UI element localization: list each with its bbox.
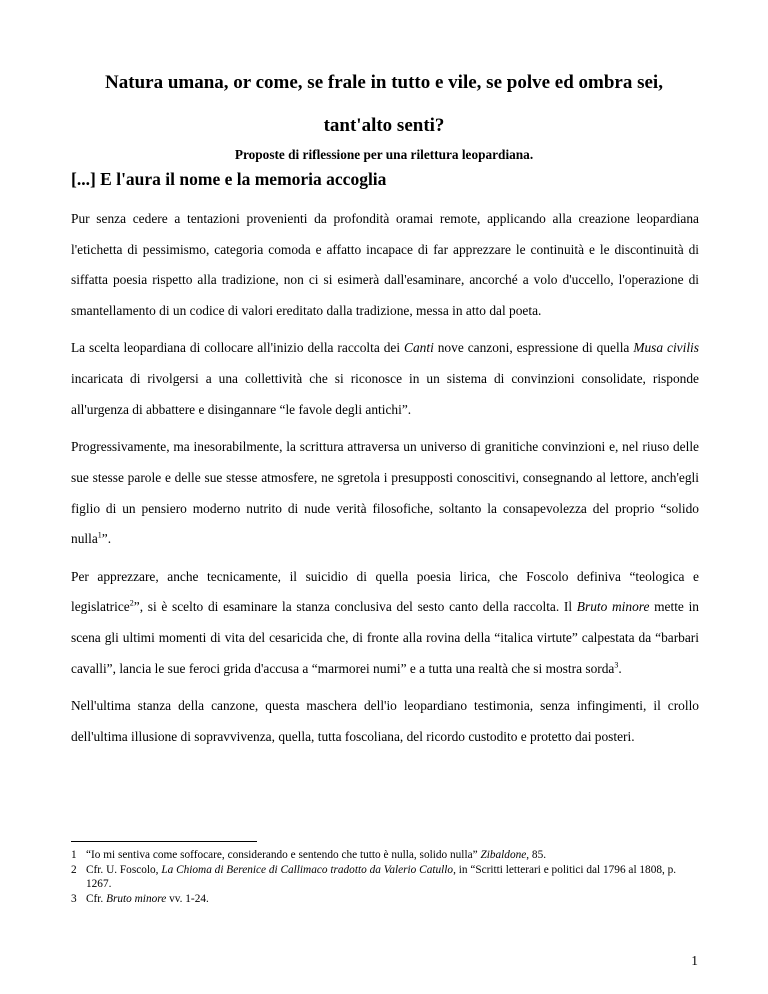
chioma-di-berenice-title: La Chioma di Berenice di Callimaco tradotto da Valerio Catullo <box>161 863 454 876</box>
footnote-separator <box>71 841 257 842</box>
paragraph-4-text-a: Per apprezzare, anche tecnicamente, il suicidio di quella poesia lirica, che Foscolo definiva “teologica e legislatrice <box>71 568 699 615</box>
footnote-1 <box>71 848 681 863</box>
paragraph-4 <box>71 562 699 685</box>
bruto-minore-title: Bruto minore <box>106 893 167 906</box>
document-title-line-1: Natura umana, or come, se frale in tutto e vile, se polve ed ombra sei, <box>105 72 663 93</box>
body-text <box>71 204 699 759</box>
zibaldone-title: Zibaldone <box>480 849 527 861</box>
footnote-ref-3[interactable]: 3 <box>614 660 619 670</box>
paragraph-1: Pur senza cedere a tentazioni provenienti da profondità oramai remote, applicando alla creazione leopardiana l'etichetta di pessimismo, categoria comoda e affatto incapace di far apprezzare le continuità e le discontinuità di siffatta poesia rispetto alla tradizione, non ci si esimerà dall'esaminare, ancorché a volo d'uccello, l'operazione di smantellamento di un codice di valori ereditato dalla tradizione, messa in atto dal poeta. <box>71 211 699 319</box>
footnote-number: 1 <box>71 849 77 861</box>
footnote-ref-1[interactable]: 1 <box>97 530 102 540</box>
footnote-text: vv. 1-24. <box>166 893 209 906</box>
footnote-text: , 85. <box>526 849 547 861</box>
paragraph-2 <box>71 333 699 425</box>
footnote-text: , in “Scritti letterari e politici dal 1796 al 1808, p. 1267. <box>86 863 677 891</box>
musa-civilis-term: Musa civilis <box>633 340 699 356</box>
paragraph-5: Nell'ultima stanza della canzone, questa maschera dell'io leopardiano testimonia, senza infingimenti, il crollo dell'ultima illusione di sopravvivenza, quella, tutta foscoliana, del ricordo custodito e protetto dai posteri. <box>71 697 699 744</box>
paragraph-3-text-a: Progressivamente, ma inesorabilmente, la scrittura attraversa un universo di granitiche convinzioni e, nel riuso delle sue stesse parole e delle sue stesse atmosfere, ne sgretola i presupposti conoscitivi, consegnando al lettore, anch'egli figlio di un pensiero moderno nutrito di nude verità filosofiche, soltanto la consapevolezza del proprio “solido nulla <box>71 439 699 547</box>
footnote-number: 2 <box>71 863 77 876</box>
footnote-ref-2[interactable]: 2 <box>129 598 134 608</box>
paragraph-2-text-a: La scelta leopardiana di collocare all'inizio della raccolta dei <box>71 340 405 356</box>
paragraph-3 <box>71 432 699 555</box>
paragraph-3-text-b: ”. <box>101 531 112 547</box>
bruto-minore-title: Bruto minore <box>576 599 650 615</box>
footnote-text: “Io mi sentiva come soffocare, considerando e sentendo che tutto è nulla, solido nulla” <box>86 849 481 861</box>
canti-title: Canti <box>404 340 434 356</box>
footnotes <box>71 848 681 907</box>
footnote-text: Cfr. <box>86 893 107 906</box>
document-subtitle: Proposte di riflessione per una rilettura leopardiana. <box>234 147 534 162</box>
document-title-line-2: tant'alto senti? <box>323 115 445 136</box>
footnote-text: Cfr. U. Foscolo, <box>86 863 162 876</box>
footnote-number: 3 <box>71 893 77 906</box>
paragraph-2-text-b: nove canzoni, espressione di quella <box>433 340 634 356</box>
footnote-3 <box>71 892 681 907</box>
paragraph-2-text-c: incaricata di rivolgersi a una collettività che si riconosce in un sistema di convinzioni consolidate, risponde all'urgenza di abbattere e disingannare “le favole degli antichi”. <box>71 371 699 417</box>
paragraph-4-text-b: ”, si è scelto di esaminare la stanza conclusiva del sesto canto della raccolta. Il <box>133 599 577 615</box>
paragraph-4-text-c: mette in scena gli ultimi momenti di vita del cesaricida che, di fronte alla rovina della “italica virtute” calpestata da “barbari cavalli”, lancia le sue feroci grida d'accusa a “marmorei numi” e a tutta una realtà che si mostra sorda <box>71 599 699 676</box>
paragraph-4-text-d: . <box>618 660 622 676</box>
section-heading: [...] E l'aura il nome e la memoria accoglia <box>71 169 387 189</box>
footnote-2 <box>71 863 681 892</box>
page-number: 1 <box>691 953 698 968</box>
